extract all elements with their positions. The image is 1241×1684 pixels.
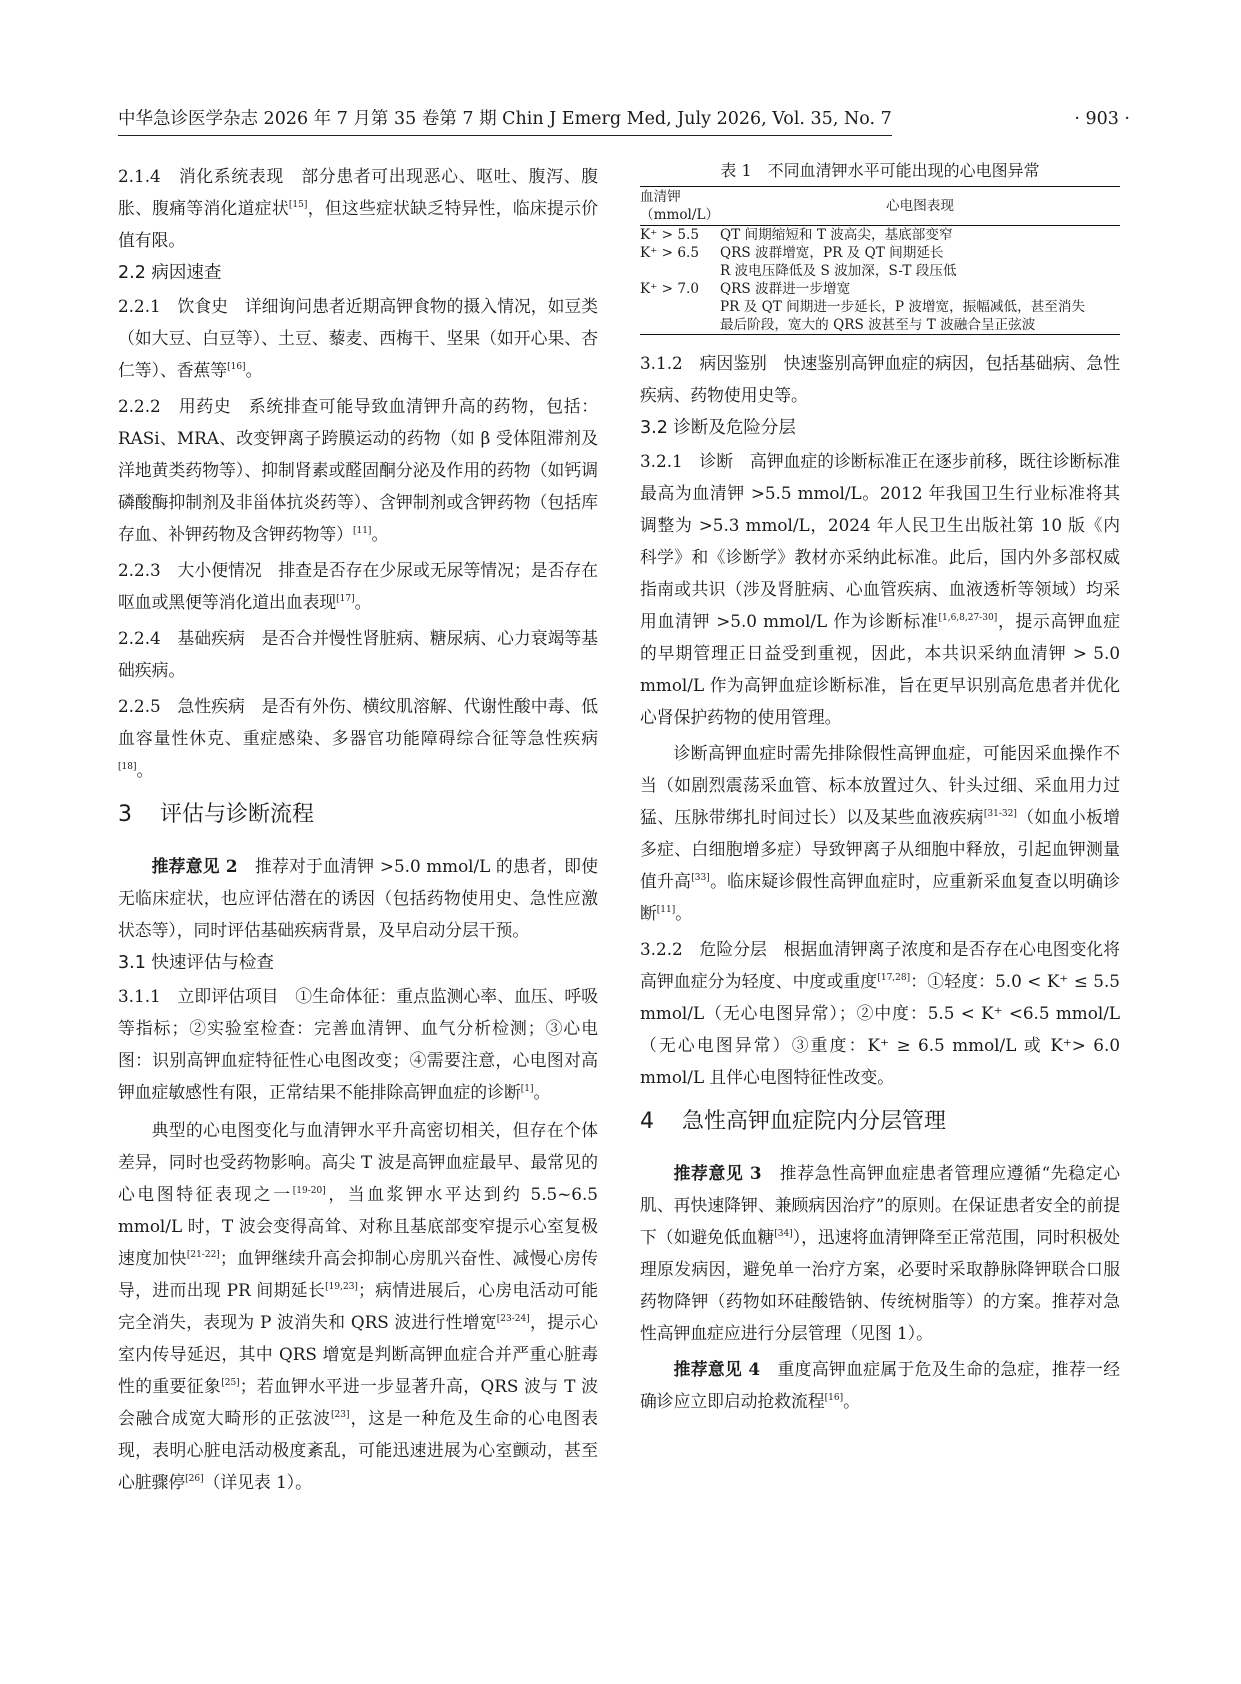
- table-header-row: [640, 187, 1120, 226]
- para-pseudohyperkalemia: 诊断高钾血症时需先排除假性高钾血症，可能因采血操作不当（如剧烈震荡采血管、标本放置过久、针头过细、采血用力过猛、压脉带绑扎时间过长）以及某些血液疾病[31-32]（如血小板增多症、白细胞增多症）导致钾离子从细胞中释放，引起血钾测量值升高[33]。临床疑诊假性高钾血症时，应重新采血复查以明确诊断[11]。: [640, 743, 1120, 923]
- citation: [16]: [824, 1393, 844, 1403]
- para-3-1-2: 3.1.2 病因鉴别 快速鉴别高钾血症的病因，包括基础病、急性疾病、药物使用史等。: [640, 353, 1120, 405]
- recommendation-4: 推荐意见 4 重度高钾血症属于危及生命的急症，推荐一经确诊应立即启动抢救流程[16]。: [640, 1359, 1120, 1411]
- citation: [34]: [774, 1229, 793, 1239]
- table-1-title: 表 1 不同血清钾水平可能出现的心电图异常: [720, 161, 1040, 180]
- recommendation-2: 推荐意见 2 推荐对于血清钾 >5.0 mmol/L 的患者，即使无临床症状，也应评估潜在的诱因（包括药物使用史、急性应激状态等），同时评估基础疾病背景，及早启动分层干预。: [118, 856, 598, 940]
- recommendation-label: 推荐意见 4: [673, 1359, 761, 1379]
- citation: [25]: [221, 1378, 240, 1388]
- heading-4: [640, 1107, 1120, 1137]
- para-ecg-changes: 典型的心电图变化与血清钾水平升高密切相关，但存在个体差异，同时也受药物影响。高尖 T 波是高钾血症最早、最常见的心电图特征表现之一[19-20]，当血浆钾水平达到约 5.5~6.5 mmol/L 时，T 波会变得高耸、对称且基底部变窄提示心室复极速度加快[21-22]；血钾继续升高会抑制心房肌兴奋性、减慢心房传导，进而出现 PR 间期延长[19,23]；病情进展后，心房电活动可能完全消失，表现为 P 波消失和 QRS 波进行性增宽[23-24]，提示心室内传导延迟，其中 QRS 增宽是判断高钾血症合并严重心脏毒性的重要征象[25]；若血钾水平进一步显著升高，QRS 波与 T 波会融合成宽大畸形的正弦波[23]，这是一种危及生命的心电图表现，表明心脏电活动极度紊乱，可能迅速进展为心室颤动，甚至心脏骤停[26]（详见表 1）。: [118, 1120, 598, 1492]
- para-2-2-4: 2.2.4 基础疾病 是否合并慢性肾脏病、糖尿病、心力衰竭等基础疾病。: [118, 628, 598, 680]
- col-header-ecg: 心电图表现: [886, 198, 954, 214]
- running-header: [118, 104, 1130, 136]
- table-row: K⁺ > 5.5 QT 间期缩短和 T 波高尖，基底部变窄: [640, 227, 953, 243]
- citation: [31-32]: [983, 809, 1017, 819]
- citation: [26]: [185, 1474, 204, 1484]
- recommendation-3: 推荐意见 3 推荐急性高钾血症患者管理应遵循“先稳定心肌、再快速降钾、兼顾病因治疗”的原则。在保证患者安全的前提下（如避免低血糖[34]），迅速将血清钾降至正常范围，同时积极处理原发病因，避免单一治疗方案，必要时采取静脉降钾联合口服药物降钾（药物如环硅酸锆钠、传统树脂等）的方案。推荐对急性高钾血症应进行分层管理（见图 1）。: [640, 1163, 1120, 1343]
- table-row: K⁺ > 7.0 QRS 波群进一步增宽 PR 及 QT 间期进一步延长，P 波增宽，振幅减低，甚至消失 最后阶段，宽大的 QRS 波甚至与 T 波融合呈正弦波: [640, 280, 1120, 335]
- para-3-2-1: 3.2.1 诊断 高钾血症的诊断标准正在逐步前移，既往诊断标准最高为血清钾 >5.5 mmol/L。2012 年我国卫生行业标准将其调整为 >5.3 mmol/L，2024 年人民卫生出版社第 10 版《内科学》和《诊断学》教材亦采纳此标准。此后，国内外多部权威指南或共识（涉及肾脏病、心血管疾病、血液透析等领域）均采用血清钾 >5.0 mmol/L 作为诊断标准[1,6,8,27-30]，提示高钾血症的早期管理正日益受到重视，因此，本共识采纳血清钾 > 5.0 mmol/L 作为高钾血症诊断标准，旨在更早识别高危患者并优化心肾保护药物的使用管理。: [640, 451, 1120, 727]
- citation: [17,28]: [877, 973, 911, 983]
- recommendation-label: 推荐意见 3: [673, 1163, 762, 1183]
- heading-3-1: 3.1 快速评估与检查: [118, 953, 274, 973]
- citation: [15]: [288, 200, 308, 210]
- section-number: 3: [118, 802, 132, 827]
- section-title: 急性高钾血症院内分层管理: [682, 1109, 947, 1134]
- para-3-1-1: 3.1.1 立即评估项目 ①生命体征：重点监测心率、血压、呼吸等指标；②实验室检查：完善血清钾、血气分析检测；③心电图：识别高钾血症特征性心电图改变；④需要注意，心电图对高钾血症敏感性有限，正常结果不能排除高钾血症的诊断[1]。: [118, 986, 598, 1102]
- heading-3: [118, 800, 598, 830]
- citation: [23-24]: [496, 1314, 530, 1324]
- citation: [1,6,8,27-30]: [938, 613, 998, 623]
- citation: [11]: [352, 526, 372, 536]
- citation: [18]: [118, 762, 137, 772]
- para-2-2-3: 2.2.3 大小便情况 排查是否存在少尿或无尿等情况；是否存在呕血或黑便等消化道出血表现[17]。: [118, 560, 598, 612]
- citation: [17]: [336, 594, 355, 604]
- heading-2-2: 2.2 病因速查: [118, 263, 222, 283]
- para-2-2-2: 2.2.2 用药史 系统排查可能导致血清钾升高的药物，包括：RASi、MRA、改变钾离子跨膜运动的药物（如 β 受体阻滞剂及洋地黄类药物等）、抑制肾素或醛固酮分泌及作用的药物（如钙调磷酸酶抑制剂及非甾体抗炎药等）、含钾制剂或含钾药物（包括库存血、补钾药物及含钾药物等）[11]。: [118, 396, 598, 544]
- page-number: · 903 ·: [1074, 109, 1130, 129]
- section-number: 4: [640, 1109, 654, 1134]
- heading-3-2: 3.2 诊断及危险分层: [640, 418, 796, 438]
- recommendation-label: 推荐意见 2: [151, 856, 238, 876]
- left-column: [118, 160, 598, 1498]
- table-1: [640, 186, 1120, 335]
- citation: [19,23]: [325, 1282, 358, 1292]
- journal-citation: 中华急诊医学杂志 2026 年 7 月第 35 卷第 7 期 Chin J Emerg Med, July 2026, Vol. 35, No. 7: [118, 104, 892, 136]
- citation: [1]: [520, 1084, 534, 1094]
- table-row: K⁺ > 6.5 QRS 波群增宽，PR 及 QT 间期延长 R 波电压降低及 S 波加深，S-T 段压低: [640, 245, 957, 279]
- citation: [16]: [227, 362, 246, 372]
- para-2-2-1: 2.2.1 饮食史 详细询问患者近期高钾食物的摄入情况，如豆类（如大豆、白豆等）、土豆、藜麦、西梅干、坚果（如开心果、杏仁等）、香蕉等[16]。: [118, 296, 598, 380]
- para-3-2-2: 3.2.2 危险分层 根据血清钾离子浓度和是否存在心电图变化将高钾血症分为轻度、中度或重度[17,28]：①轻度：5.0 < K⁺ ≤ 5.5 mmol/L（无心电图异常）；②中度：5.5 < K⁺ <6.5 mmol/L（无心电图异常）③重度：K⁺ ≥ 6.5 mmol/L 或 K⁺> 6.0 mmol/L 且伴心电图特征性改变。: [640, 939, 1120, 1087]
- col-header-potassium: 血清钾 （mmol/L）: [640, 189, 720, 223]
- section-title: 评估与诊断流程: [160, 802, 315, 827]
- citation: [11]: [656, 905, 676, 915]
- para-2-2-5: 2.2.5 急性疾病 是否有外伤、横纹肌溶解、代谢性酸中毒、低血容量性休克、重症感染、多器官功能障碍综合征等急性疾病[18]。: [118, 696, 598, 780]
- citation: [23]: [331, 1410, 350, 1420]
- citation: [19-20]: [292, 1186, 326, 1196]
- citation: [33]: [691, 873, 710, 883]
- citation: [21-22]: [186, 1250, 220, 1260]
- right-column: [640, 160, 1120, 1417]
- para-2-1-4: 2.1.4 消化系统表现 部分患者可出现恶心、呕吐、腹泻、腹胀、腹痛等消化道症状[15]，但这些症状缺乏特异性，临床提示价值有限。: [118, 166, 598, 250]
